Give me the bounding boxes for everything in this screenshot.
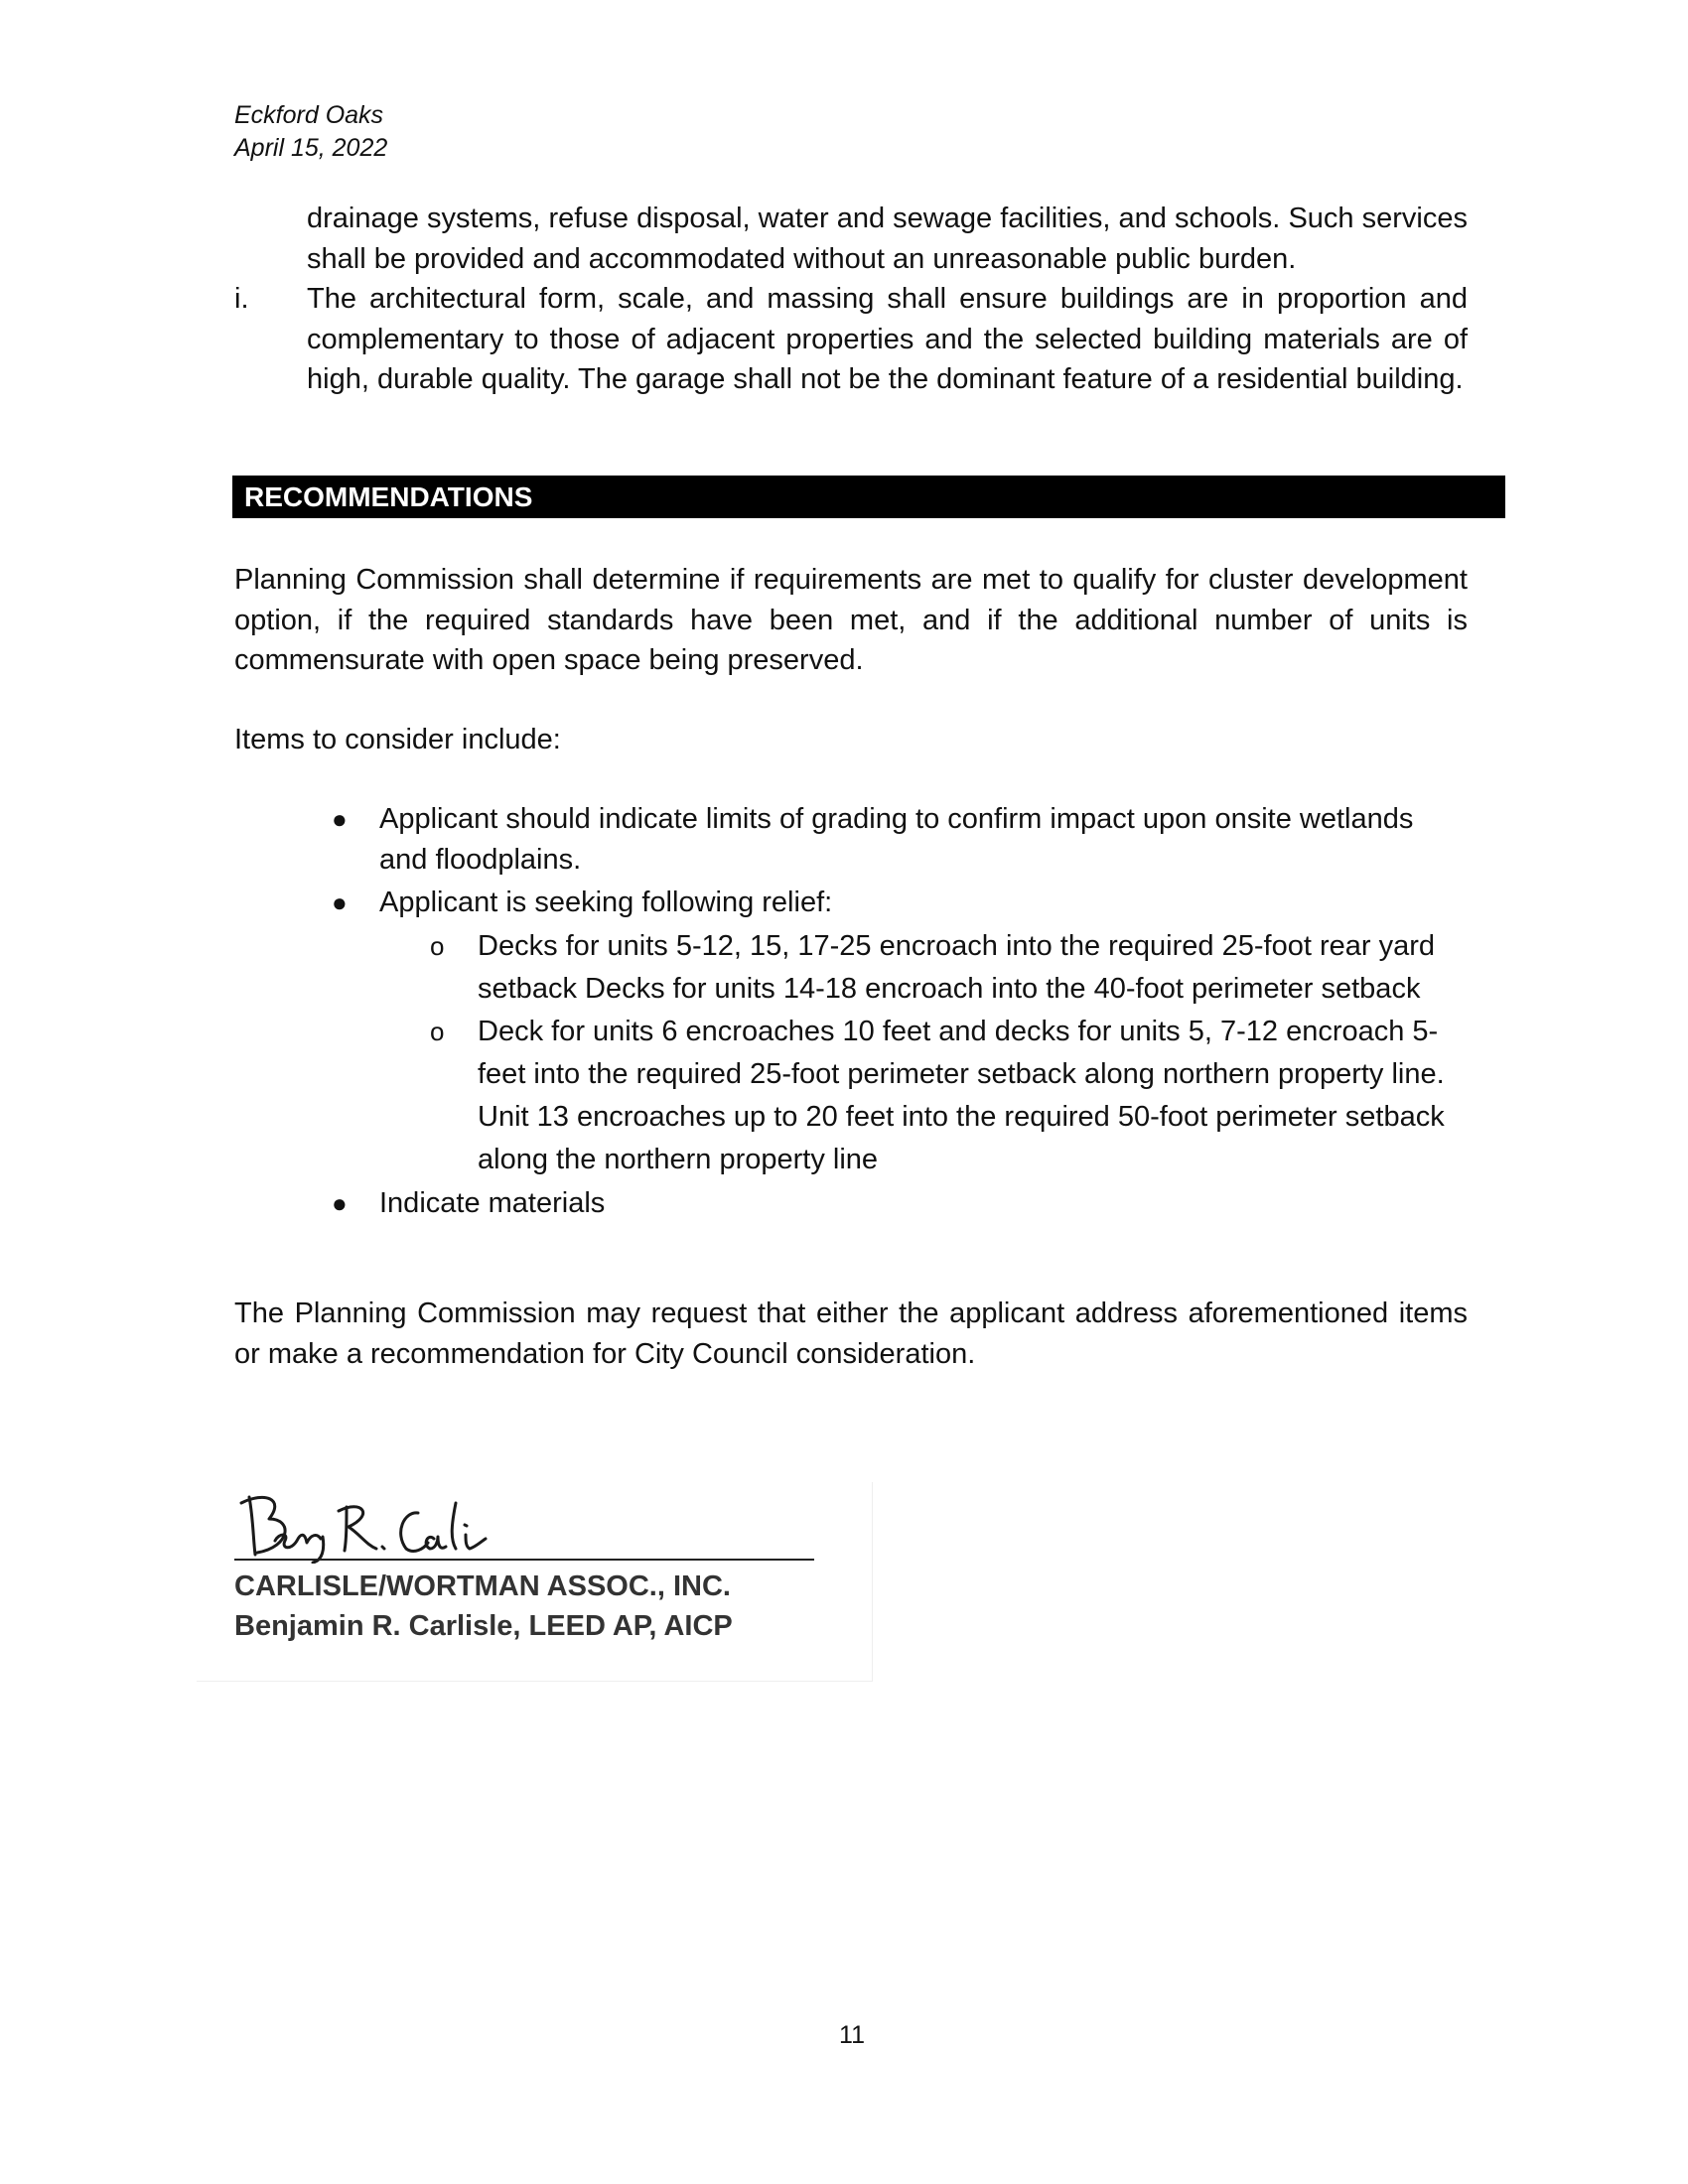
bullet-text: Applicant should indicate limits of grading to confirm impact upon onsite wetlands and floodplains.: [379, 803, 1414, 876]
signature-name: Benjamin R. Carlisle, LEED AP, AICP: [234, 1610, 733, 1642]
sub-bullet-text: Decks for units 5-12, 15, 17-25 encroach into the required 25-foot rear yard setback Decks for units 14-18 encroach into the 40-foot perimeter setback: [478, 930, 1435, 1005]
signature-organization: CARLISLE/WORTMAN ASSOC., INC.: [234, 1570, 731, 1602]
bullet-item: [234, 1183, 1468, 1224]
sub-bullet-text: Deck for units 6 encroaches 10 feet and decks for units 5, 7-12 encroach 5-feet into the required 25-foot perimeter setback along northern property line. Unit 13 encroaches up to 20 feet into the required 50-foot perimeter setback along the northern property line: [478, 1016, 1445, 1175]
list-item-i-text: The architectural form, scale, and massing shall ensure buildings are in proportion and complementary to those of adjacent properties and the selected building materials are of high, durable quality. The garage shall not be the dominant feature of a residential building.: [307, 283, 1468, 395]
sub-bullet-item: [234, 925, 1468, 1011]
handwritten-signature: [235, 1489, 533, 1564]
recommendations-bullet-list: [234, 799, 1468, 1224]
page-number: 11: [839, 2021, 865, 2049]
items-to-consider-label: Items to consider include:: [234, 724, 561, 755]
sub-bullet-item: [234, 1011, 1468, 1181]
bullet-text: Indicate materials: [379, 1187, 606, 1219]
section-heading-recommendations: RECOMMENDATIONS: [232, 476, 1505, 518]
signature-line: [234, 1559, 814, 1561]
bullet-dot-icon: ●: [332, 804, 348, 834]
sub-bullet-circle-icon: o: [430, 931, 445, 961]
list-item-i: [234, 279, 1468, 400]
recommendations-intro: Planning Commission shall determine if requirements are met to qualify for cluster development option, if the required standards have been met, and if the additional number of units is commensurate with open space being preserved.: [234, 564, 1468, 676]
bullet-item: [234, 883, 1468, 923]
continued-paragraph: drainage systems, refuse disposal, water and sewage facilities, and schools. Such services shall be provided and accommodated without an unreasonable public burden.: [307, 203, 1468, 275]
list-marker-i: i.: [234, 283, 249, 315]
header-project-name: Eckford Oaks: [234, 101, 384, 129]
sub-bullet-circle-icon: o: [430, 1017, 445, 1046]
document-header: [234, 99, 387, 165]
bullet-item: [234, 799, 1468, 881]
closing-paragraph: The Planning Commission may request that either the applicant address aforementioned items or make a recommendation for City Council consideration.: [234, 1297, 1468, 1370]
bullet-dot-icon: ●: [332, 887, 348, 917]
bullet-text: Applicant is seeking following relief:: [379, 887, 833, 918]
bullet-dot-icon: ●: [332, 1188, 348, 1218]
header-date: April 15, 2022: [234, 134, 388, 162]
